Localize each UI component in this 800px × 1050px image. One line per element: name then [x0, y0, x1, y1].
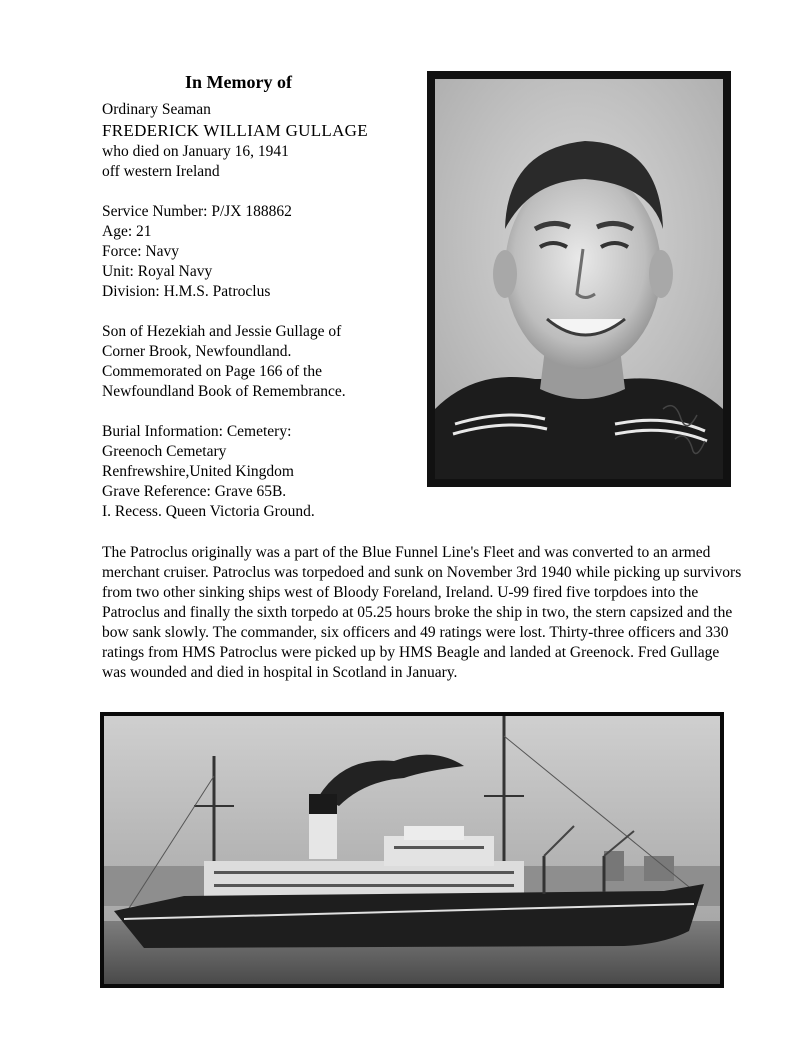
burial-line: Renfrewshire,United Kingdom: [102, 463, 294, 480]
memorial-details: [102, 100, 432, 522]
family-line: Commemorated on Page 166 of the: [102, 363, 322, 380]
division: Division: H.M.S. Patroclus: [102, 283, 271, 300]
death-place: off western Ireland: [102, 163, 220, 180]
portrait-photo: [435, 79, 723, 479]
page-title: In Memory of: [185, 72, 292, 92]
family-line: Newfoundland Book of Remembrance.: [102, 383, 346, 400]
burial-line: Burial Information: Cemetery:: [102, 423, 292, 440]
service-number: Service Number: P/JX 188862: [102, 203, 292, 220]
ship-history-paragraph: The Patroclus originally was a part of the Blue Funnel Line's Fleet and was converted to an armed merchant cruiser. Patroclus was torpedoed and sunk on November 3rd 1940 while picking up survivors from two other sinking ships west of Bloody Foreland, Ireland. U-99 fired five torpdoes into the Patroclus and finally the sixth torpedo at 05.25 hours broke the ship in two, the stern capsized and the bow sank slowly. The commander, six officers and 49 ratings were lost. Thirty-three officers and 330 ratings from HMS Patroclus were picked up by HMS Beagle and landed at Greenock. Fred Gullage was wounded and died in hospital in Scotland in January.: [102, 544, 742, 681]
age: Age: 21: [102, 223, 152, 240]
unit: Unit: Royal Navy: [102, 263, 213, 280]
burial-line: Grave Reference: Grave 65B.: [102, 483, 287, 500]
ship-photo-frame: [100, 712, 724, 988]
force: Force: Navy: [102, 243, 180, 260]
family-line: Son of Hezekiah and Jessie Gullage of: [102, 323, 342, 340]
death-date: who died on January 16, 1941: [102, 143, 289, 160]
family-line: Corner Brook, Newfoundland.: [102, 343, 292, 360]
rank: Ordinary Seaman: [102, 101, 211, 118]
portrait-photo-frame: [427, 71, 731, 487]
sailor-name: FREDERICK WILLIAM GULLAGE: [102, 121, 368, 140]
burial-line: Greenoch Cemetary: [102, 443, 227, 460]
ship-photo: [104, 716, 720, 984]
burial-line: I. Recess. Queen Victoria Ground.: [102, 503, 315, 520]
